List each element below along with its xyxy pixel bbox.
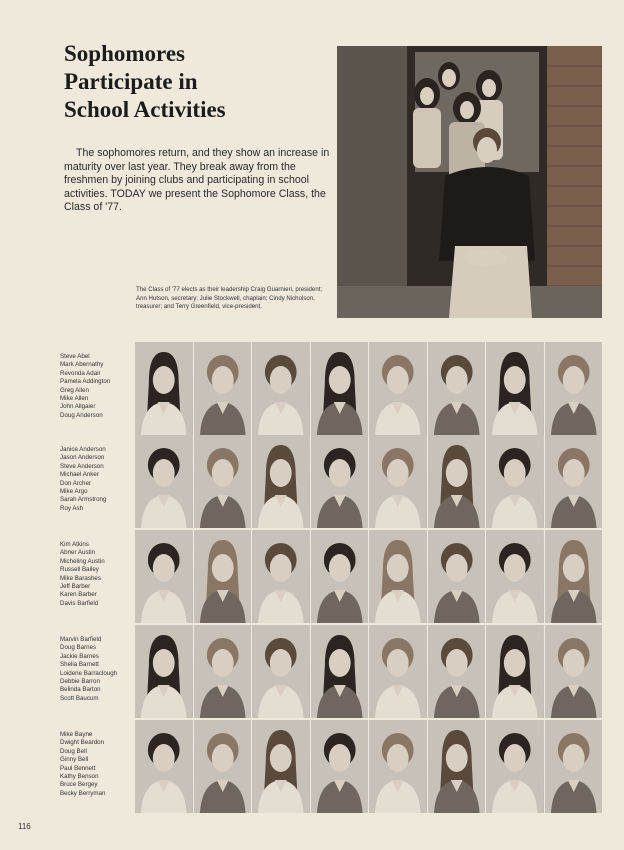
student-name: Russell Bailey	[60, 566, 99, 574]
student-portrait	[486, 720, 544, 813]
student-name: Doug Bell	[60, 747, 87, 755]
student-portrait	[135, 530, 193, 623]
student-portrait	[252, 625, 310, 718]
student-portrait	[545, 435, 603, 528]
student-name: Pamela Addington	[60, 378, 111, 386]
student-portrait	[311, 625, 369, 718]
student-portrait	[428, 342, 486, 435]
student-name: Kathy Benson	[60, 773, 99, 781]
student-portrait	[428, 530, 486, 623]
student-name: Jeff Barber	[60, 583, 91, 591]
portrait-row	[135, 720, 602, 813]
name-list	[60, 541, 136, 608]
student-name: Ginny Bell	[60, 756, 89, 764]
student-name: John Allgaier	[60, 403, 96, 411]
student-name: Marvin Barfield	[60, 636, 102, 643]
student-name: Roy Ash	[60, 504, 84, 512]
student-name: Sarah Armstrong	[60, 496, 107, 504]
intro-paragraph: The sophomores return, and they show an increase in maturity over last year. They break away from the freshmen by joining clubs and participating in school activities. TODAY we present the Sophomore Class, the Class of '77.	[64, 147, 330, 214]
student-name: Mike Barashes	[60, 574, 101, 582]
student-name: Loidene Barraclough	[60, 669, 118, 677]
student-portrait	[252, 342, 310, 435]
student-portrait	[545, 625, 603, 718]
title-line-2: Participate in	[64, 69, 198, 94]
student-portrait	[369, 530, 427, 623]
student-portrait	[545, 720, 603, 813]
student-portrait	[194, 625, 252, 718]
student-name: Steve Abel	[60, 353, 90, 360]
student-name: Dwight Beardon	[60, 739, 105, 747]
student-portrait	[486, 625, 544, 718]
student-portrait	[369, 720, 427, 813]
student-name: Micheling Austin	[60, 557, 105, 565]
student-name: Karen Barber	[60, 591, 97, 599]
student-portrait	[486, 435, 544, 528]
student-portrait	[135, 342, 193, 435]
student-name: Paul Bennett	[60, 764, 96, 772]
student-name: Davis Barfield	[60, 599, 99, 607]
portrait-row	[135, 625, 602, 718]
student-portrait	[194, 342, 252, 435]
student-portrait	[545, 342, 603, 435]
name-list	[60, 446, 136, 513]
student-name: Greg Allen	[60, 386, 89, 394]
student-name: Janice Anderson	[60, 446, 106, 453]
page-title	[64, 40, 326, 124]
student-name: Debbie Barron	[60, 678, 100, 686]
student-portrait	[252, 720, 310, 813]
student-name: Mike Bayne	[60, 731, 93, 738]
portrait-row	[135, 530, 602, 623]
student-portrait	[194, 435, 252, 528]
student-name: Doug Barnes	[60, 644, 97, 652]
student-name: Belinda Barton	[60, 686, 101, 694]
student-portrait	[135, 435, 193, 528]
officers-photo-illustration	[337, 46, 602, 318]
student-portrait	[135, 720, 193, 813]
student-portrait	[369, 342, 427, 435]
student-portrait	[311, 342, 369, 435]
student-portrait	[545, 530, 603, 623]
photo-caption: The Class of '77 elects as their leadership Craig Guarnieri, president; Ann Hutson, secretary; Julie Stockwell, chaplain; Cindy Nicholson, treasurer; and Terry Greenfield, vice-president.	[136, 286, 323, 311]
student-portrait	[311, 720, 369, 813]
student-name: Jason Anderson	[60, 454, 105, 462]
name-list	[60, 731, 136, 798]
student-name: Steve Anderson	[60, 462, 104, 470]
student-portrait	[194, 530, 252, 623]
student-name: Mike Allen	[60, 395, 89, 403]
student-portrait	[311, 530, 369, 623]
student-name: Jackie Barnes	[60, 652, 99, 660]
student-portrait	[428, 625, 486, 718]
name-list	[60, 353, 136, 420]
student-name: Abner Austin	[60, 549, 96, 557]
student-name: Michael Anker	[60, 471, 99, 479]
title-line-3: School Activities	[64, 97, 226, 122]
portrait-row	[135, 342, 602, 435]
student-portrait	[252, 530, 310, 623]
name-list	[60, 636, 136, 703]
student-name: Don Archer	[60, 479, 91, 487]
student-name: Bruce Bergey	[60, 781, 98, 789]
student-portrait	[194, 720, 252, 813]
student-name: Mike Argo	[60, 488, 88, 496]
student-name: Scott Baucum	[60, 694, 99, 702]
student-name: Becky Berryman	[60, 789, 106, 797]
student-portrait	[428, 435, 486, 528]
student-name: Kim Atkins	[60, 541, 89, 548]
student-name: Shelia Barnett	[60, 661, 99, 669]
student-portrait	[486, 342, 544, 435]
student-portrait	[369, 435, 427, 528]
student-name: Mark Abernathy	[60, 361, 104, 369]
student-portrait	[428, 720, 486, 813]
page-number: 116	[18, 822, 31, 831]
student-name: Doug Anderson	[60, 411, 103, 419]
student-portrait	[369, 625, 427, 718]
title-line-1: Sophomores	[64, 41, 185, 66]
student-name: Revonda Adair	[60, 369, 101, 377]
class-officers-photo	[337, 46, 602, 318]
student-portrait	[252, 435, 310, 528]
student-portrait	[486, 530, 544, 623]
portrait-row	[135, 435, 602, 528]
student-portrait	[135, 625, 193, 718]
student-portrait	[311, 435, 369, 528]
